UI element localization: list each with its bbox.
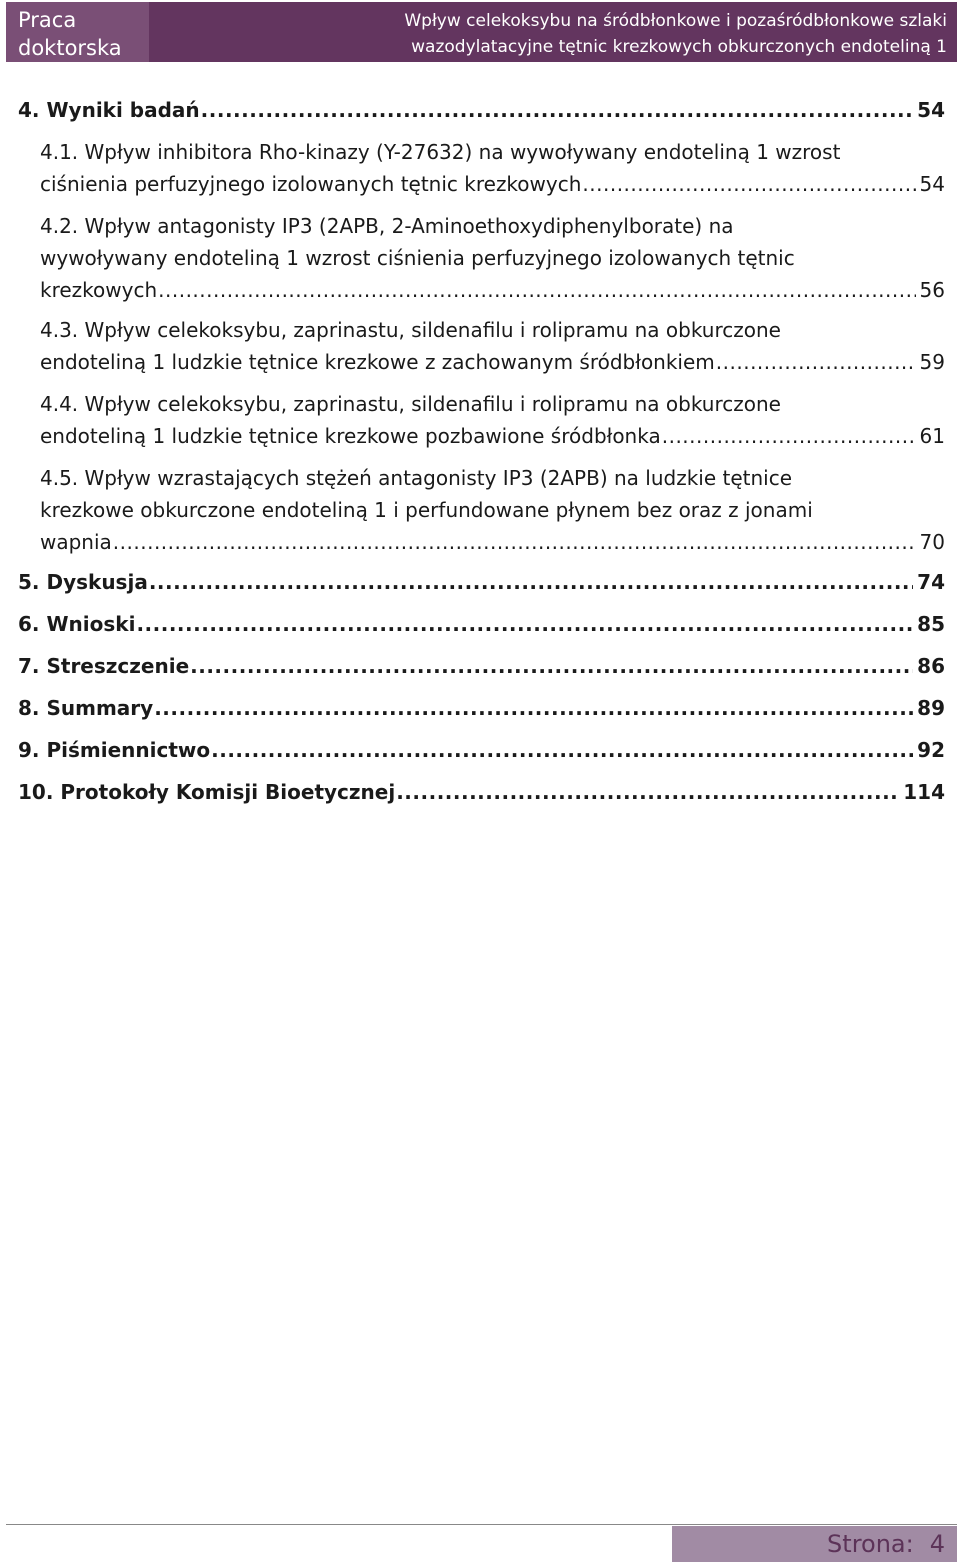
toc-dot-leader [190, 650, 913, 682]
page-number-box [672, 1526, 957, 1562]
toc-page-number: 70 [919, 530, 945, 554]
toc-entry-title: 8. Summary [18, 696, 154, 720]
toc-entry-title: wapnia [40, 530, 112, 554]
toc-dot-leader [136, 608, 913, 640]
toc-entry-title: endoteliną 1 ludzkie tętnice krezkowe z zachowanym śródbłonkiem [40, 350, 715, 374]
header-label-line2: doktorska [18, 36, 122, 60]
toc-entry-title: krezkowych [40, 278, 158, 302]
toc-entry-title: 4. Wyniki badań [18, 98, 200, 122]
toc-page-number: 85 [917, 612, 945, 636]
toc-dot-leader [113, 526, 916, 558]
header-title-line2: wazodylatacyjne tętnic krezkowych obkurczonych endoteliną 1 [411, 37, 947, 57]
toc-page-number: 56 [919, 278, 945, 302]
toc-entry-title: ciśnienia perfuzyjnego izolowanych tętnic krezkowych [40, 172, 582, 196]
page-number: 4 [929, 1530, 945, 1558]
header-title [187, 8, 947, 60]
toc-page-number: 59 [919, 350, 945, 374]
footer-rule [6, 1524, 957, 1525]
toc-page-number: 54 [917, 98, 945, 122]
toc-page-number: 54 [919, 172, 945, 196]
header-label [6, 2, 149, 62]
toc-entry-title: 9. Piśmiennictwo [18, 738, 211, 762]
header-label-line1: Praca [18, 8, 77, 32]
toc-dot-leader [149, 566, 913, 598]
toc-entry-text-line: krezkowe obkurczone endoteliną 1 i perfundowane płynem bez oraz z jonami [40, 498, 813, 522]
toc-dot-leader [154, 692, 913, 724]
toc-page-number: 89 [917, 696, 945, 720]
toc-page-number: 114 [903, 780, 945, 804]
toc-dot-leader [582, 168, 915, 200]
toc-entry-title: endoteliną 1 ludzkie tętnice krezkowe pozbawione śródbłonka [40, 424, 661, 448]
toc-entry-title: 7. Streszczenie [18, 654, 190, 678]
toc-dot-leader [211, 734, 913, 766]
toc-dot-leader [396, 776, 899, 808]
toc-dot-leader [716, 346, 916, 378]
toc-entry-text-line: 4.3. Wpływ celekoksybu, zaprinastu, sildenafilu i rolipramu na obkurczone [40, 318, 781, 342]
toc-entry-text-line: 4.4. Wpływ celekoksybu, zaprinastu, sildenafilu i rolipramu na obkurczone [40, 392, 781, 416]
toc-page-number: 61 [919, 424, 945, 448]
toc-page-number: 74 [917, 570, 945, 594]
toc-entry-text-line: 4.5. Wpływ wzrastających stężeń antagonisty IP3 (2APB) na ludzkie tętnice [40, 466, 793, 490]
toc-entry-title: 6. Wnioski [18, 612, 136, 636]
toc-entry-text-line: 4.1. Wpływ inhibitora Rho-kinazy (Y-27632) na wywoływany endoteliną 1 wzrost [40, 140, 841, 164]
toc-page-number: 86 [917, 654, 945, 678]
toc-entry-text-line: wywoływany endoteliną 1 wzrost ciśnienia perfuzyjnego izolowanych tętnic [40, 246, 795, 270]
toc-entry-title: 5. Dyskusja [18, 570, 148, 594]
toc-dot-leader [158, 274, 915, 306]
toc-page-number: 92 [917, 738, 945, 762]
toc-dot-leader [201, 94, 914, 126]
toc-entry-title: 10. Protokoły Komisji Bioetycznej [18, 780, 396, 804]
header-title-line1: Wpływ celekoksybu na śródbłonkowe i pozaśródbłonkowe szlaki [404, 11, 947, 31]
page-header [6, 2, 957, 62]
toc-dot-leader [662, 420, 916, 452]
toc-entry-text-line: 4.2. Wpływ antagonisty IP3 (2APB, 2-Aminoethoxydiphenylborate) na [40, 214, 734, 238]
page-number-label: Strona: [827, 1530, 914, 1558]
